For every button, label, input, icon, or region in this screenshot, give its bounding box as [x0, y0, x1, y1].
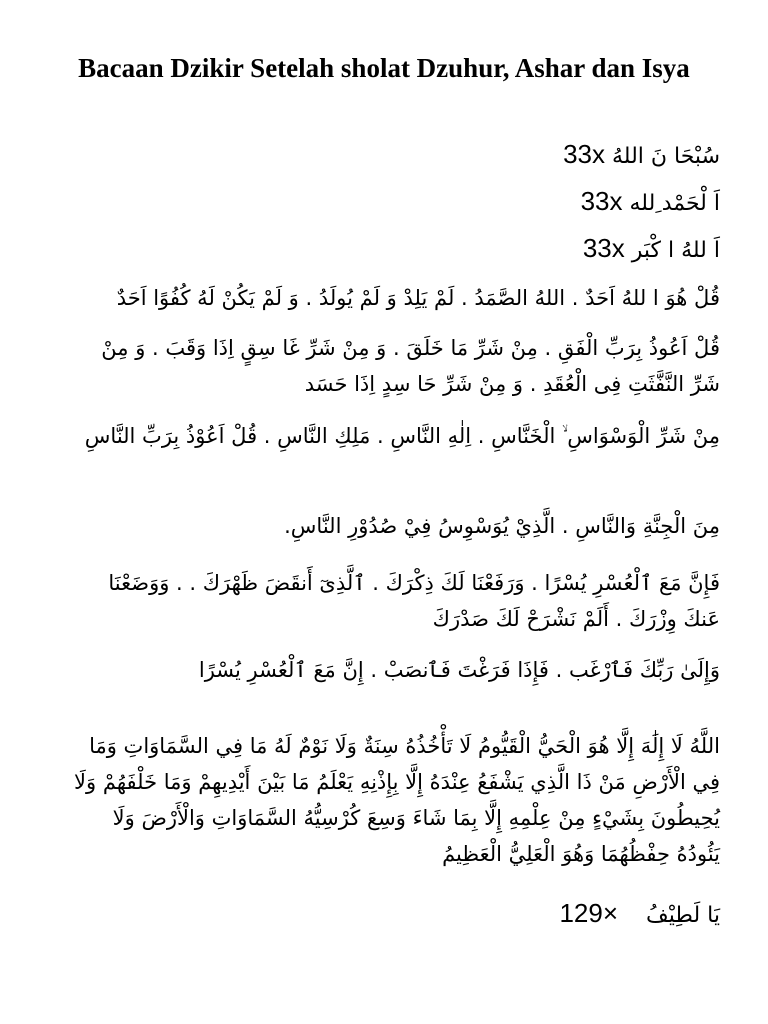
surah-falaq-text: قُلْ اَعُوذُ بِرَبِّ الْفَقِ . مِنْ شَرِّ مَا خَلَقَ . وَ مِنْ شَرِّ غَا سِقٍ اِذَا وَقَبَ . وَ مِنْ شَرِّ النَّفَّثَتِ فِى الْعُقَدِ . وَ مِنْ شَرِّ حَا سِدٍ اِذَا حَسَد	[101, 336, 720, 396]
ayat-kursi-text: اللَّهُ لَا إِلَٰهَ إِلَّا هُوَ الْحَيُّ الْقَيُّومُ لَا تَأْخُذُهُ سِنَةٌ وَلَا نَوْمٌ لَهُ مَا فِي السَّمَاوَاتِ وَمَا فِي الْأَرْضِ مَنْ ذَا الَّذِي يَشْفَعُ عِنْدَهُ إِلَّا بِإِذْنِهِ يَعْلَمُ مَا بَيْنَ أَيْدِيهِمْ وَمَا خَلْفَهُمْ وَلَا يُحِيطُونَ بِشَيْءٍ مِنْ عِلْمِهِ إِلَّا بِمَا شَاءَ وَسِعَ كُرْسِيُّهُ السَّمَاوَاتِ وَالْأَرْضَ وَلَا يَئُودُهُ حِفْظُهُمَا وَهُوَ الْعَلِيُّ الْعَظِيمُ	[74, 734, 720, 866]
surah-insyirah-text-2: وَإِلَىٰ رَبِّكَ فَٱرْغَب . فَإِذَا فَرَغْتَ فَٱنصَبْ . إِنَّ مَعَ ٱلْعُسْرِ يُسْرًا	[198, 658, 720, 682]
surah-insyirah-text-1: فَإِنَّ مَعَ ٱلْعُسْرِ يُسْرًا . وَرَفَعْنَا لَكَ ذِكْرَكَ . ٱلَّذِىٓ أَنقَضَ ظَهْرَكَ . . وَوَضَعْنَا عَنكَ وِزْرَكَ . أَلَمْ نَشْرَحْ لَكَ صَدْرَكَ	[108, 571, 720, 631]
takbir-count: 33x	[582, 233, 625, 263]
tasbih-arabic: سُبْحَا نَ اللهُ	[611, 144, 720, 169]
surah-ikhlas-text: قُلْ هُوَ ا للهُ اَحَدٌ . اللهُ الصَّمَدُ . لَمْ يَلِدْ وَ لَمْ يُولَدُ . وَ لَمْ يَكُنْ لَهُ كُفُوًا اَحَدٌ	[116, 286, 720, 310]
ya-lathif-arabic: يَا لَطِيْفُ	[646, 903, 720, 928]
surah-nas-text-2: مِنَ الْجِنَّةِ وَالنَّاسِ . الَّذِيْ يُوَسْوِسُ فِيْ صُدُوْرِ النَّاسِ.	[284, 514, 720, 538]
takbir-arabic: اَ للهُ ا كْبَر	[631, 238, 720, 263]
takbir-line	[583, 230, 720, 269]
page-title: Bacaan Dzikir Setelah sholat Dzuhur, Ashar dan Isya	[78, 53, 690, 83]
tahmid-count: 33x	[580, 186, 623, 216]
ya-lathif-count: 129×	[559, 898, 619, 928]
surah-nas-text-1: مِنْ شَرِّ الْوَسْوَاسِ ۙ الْخَنَّاسِ . اِلٰهِ النَّاسِ . مَلِكِ النَّاسِ . قُلْ اَعُوْذُ بِرَبِّ النَّاسِ	[84, 424, 720, 448]
tahmid-arabic: اَ لْحَمْد ِلله	[629, 191, 720, 216]
tasbih-line	[563, 136, 720, 175]
ya-lathif-line	[559, 895, 720, 934]
tasbih-count: 33x	[563, 139, 605, 169]
tahmid-line	[581, 183, 720, 222]
